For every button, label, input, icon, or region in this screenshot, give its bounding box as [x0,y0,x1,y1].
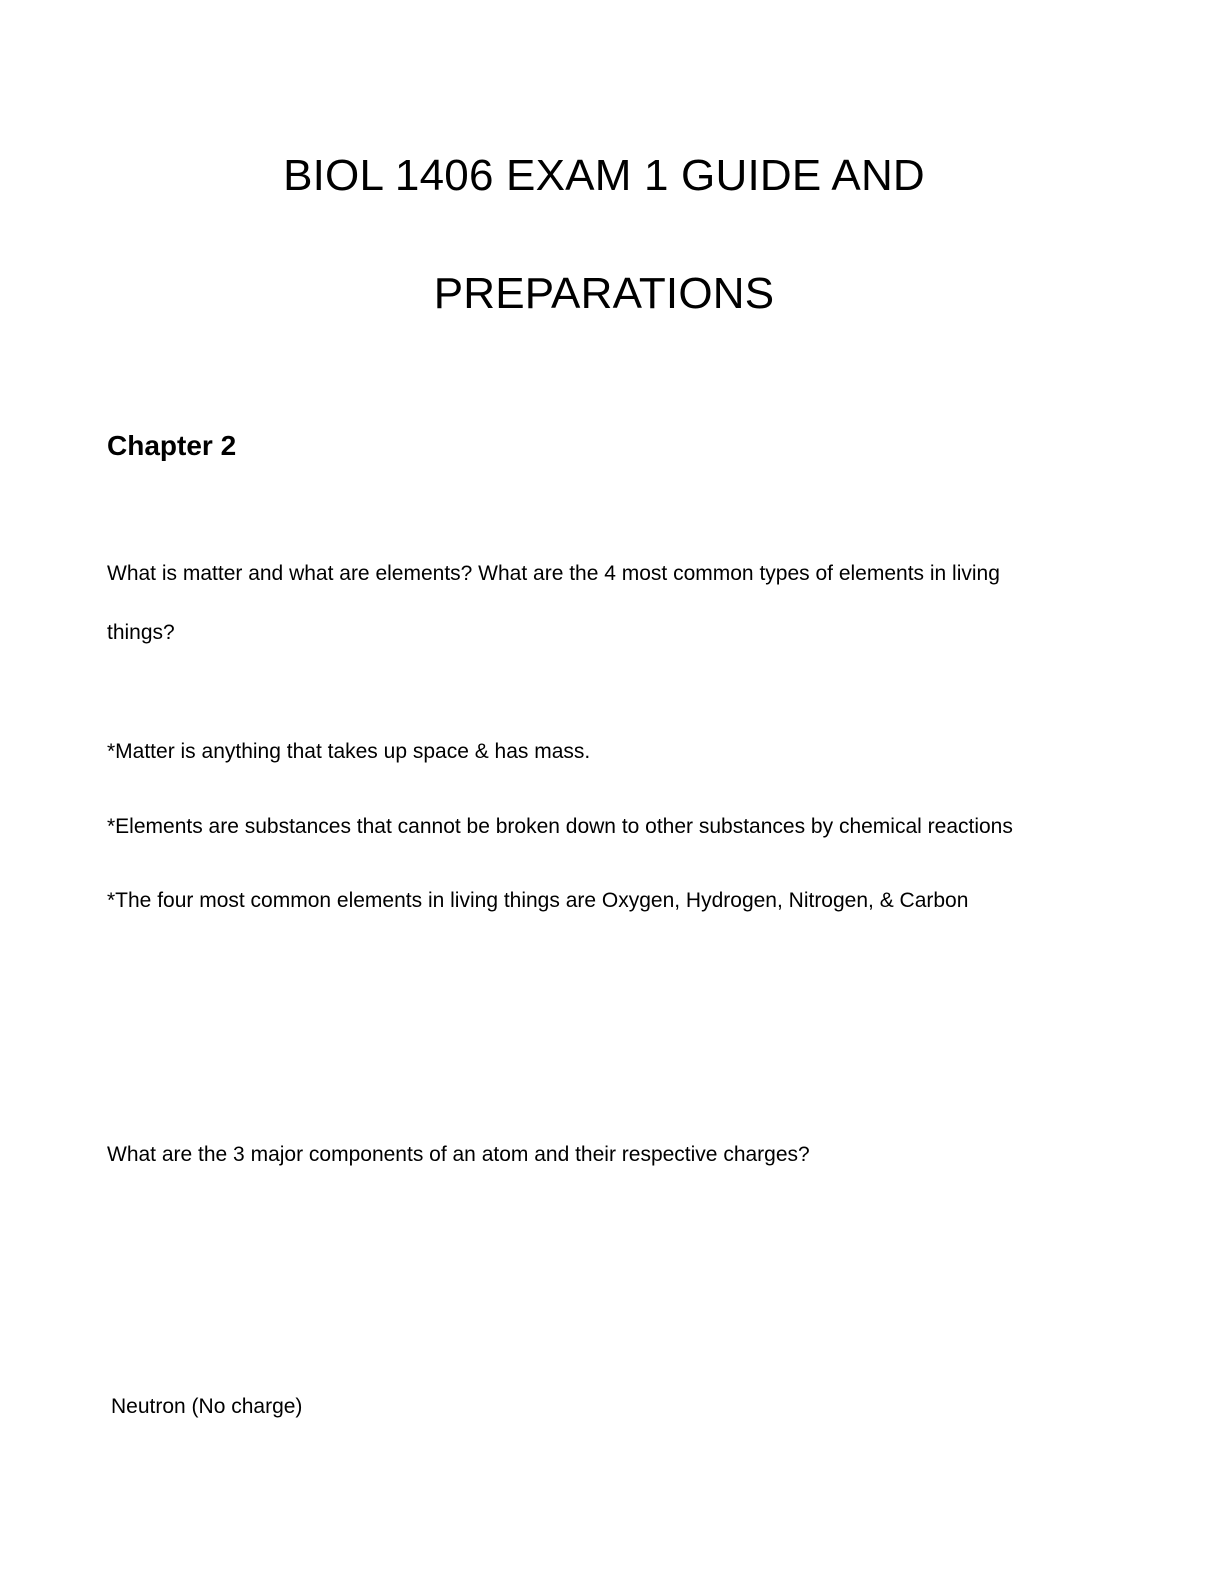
document-title-line-1: BIOL 1406 EXAM 1 GUIDE AND [283,151,925,200]
document-title-line-2: PREPARATIONS [433,269,775,318]
answer-matter: *Matter is anything that takes up space & has mass. [107,740,591,763]
chapter-heading: Chapter 2 [107,430,237,461]
question-1-line-1: What is matter and what are elements? What are the 4 most common types of elements in living [107,562,1000,585]
question-1-line-2: things? [107,621,175,644]
answer-elements: *Elements are substances that cannot be broken down to other substances by chemical reactions [107,815,1013,838]
answer-common-elements: *The four most common elements in living things are Oxygen, Hydrogen, Nitrogen, & Carbon [107,889,969,912]
question-2: What are the 3 major components of an atom and their respective charges? [107,1143,810,1166]
answer-neutron: Neutron (No charge) [111,1395,303,1418]
